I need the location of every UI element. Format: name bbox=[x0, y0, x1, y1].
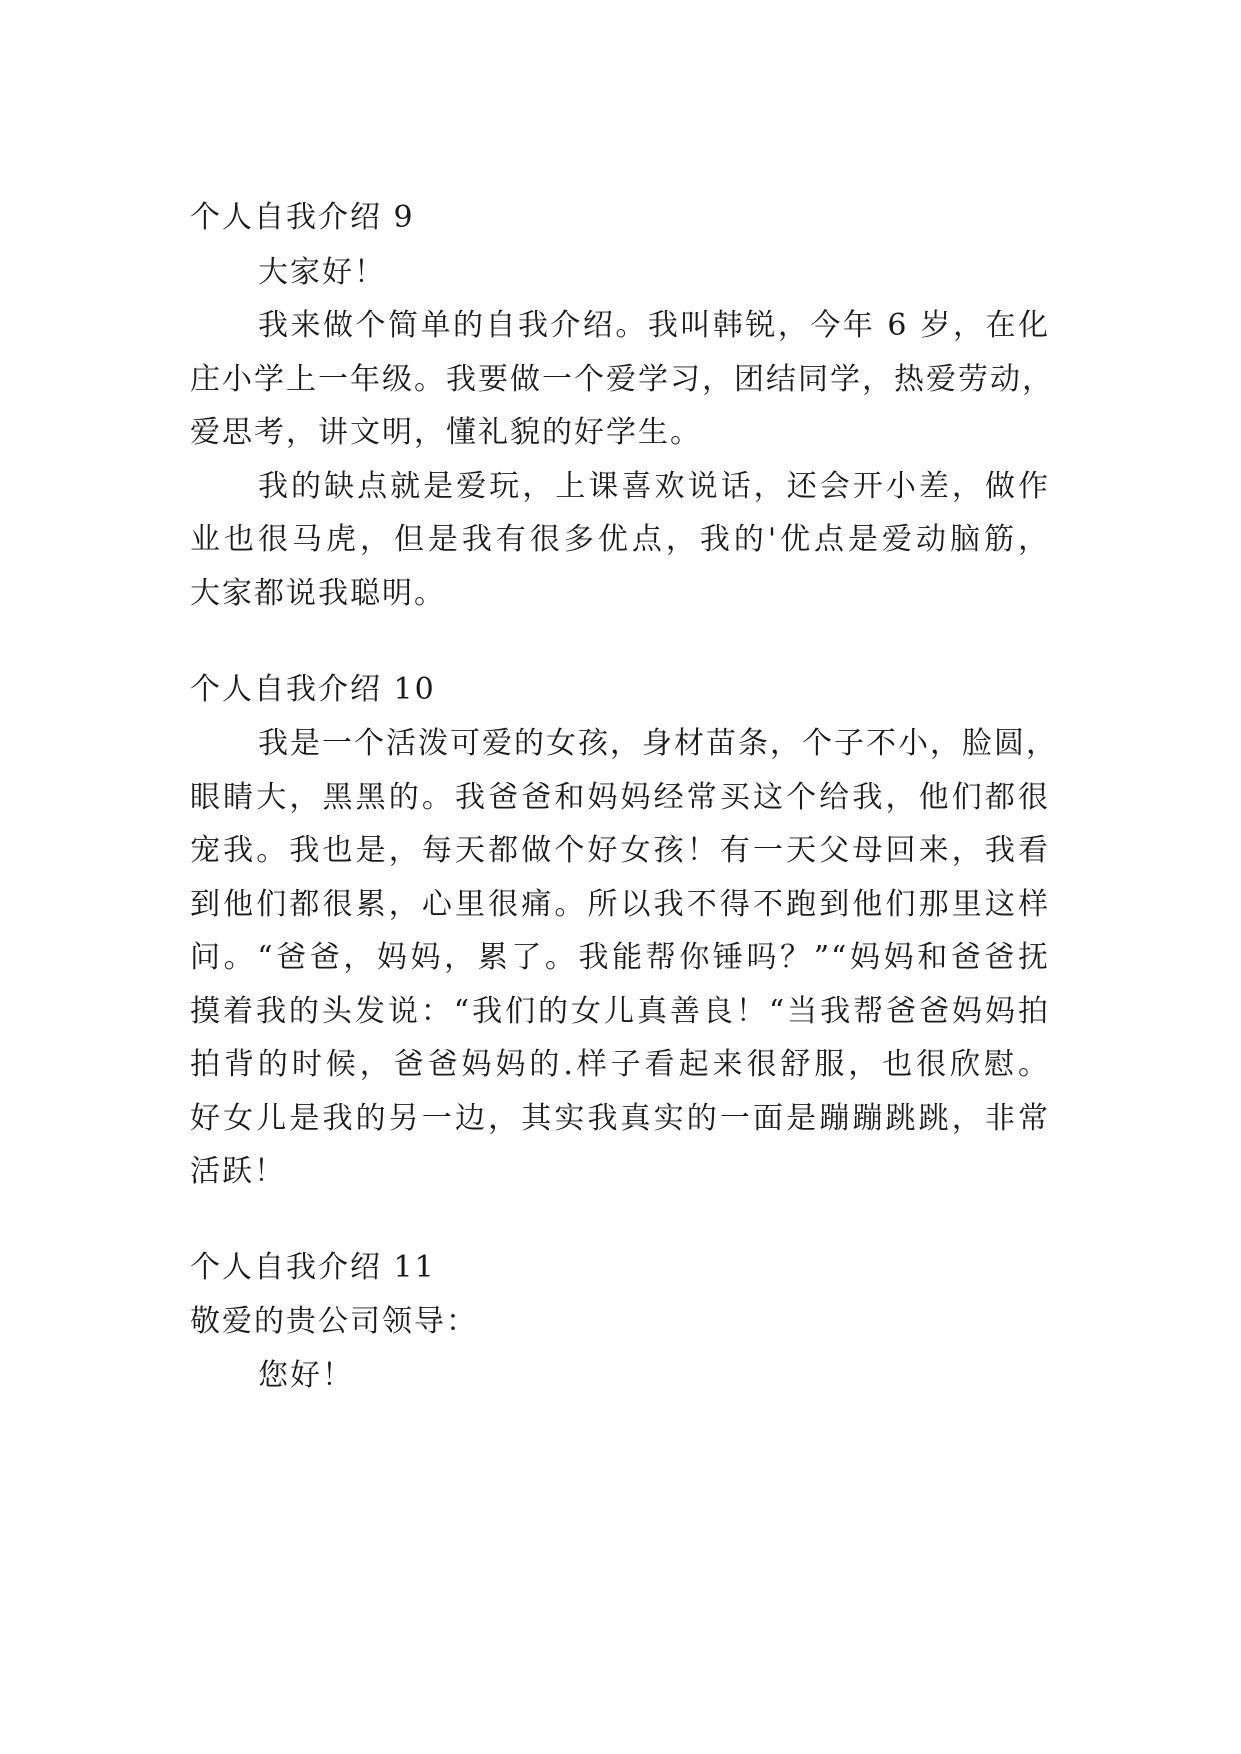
section-title: 个人自我介绍 11 bbox=[190, 1250, 436, 1285]
paragraph-line: 问。“爸爸，妈妈，累了。我能帮你锤吗？”“妈妈和爸爸抚 bbox=[190, 940, 1050, 975]
paragraph-line: 我的缺点就是爱玩，上课喜欢说话，还会开小差，做作 bbox=[258, 469, 1050, 504]
paragraph-line: 拍背的时候，爸爸妈妈的.样子看起来很舒服，也很欣慰。 bbox=[190, 1047, 1050, 1082]
greeting: 大家好！ bbox=[258, 255, 386, 290]
paragraph-line: 庄小学上一年级。我要做一个爱学习，团结同学，热爱劳动， bbox=[190, 362, 1054, 397]
greeting: 您好！ bbox=[258, 1358, 354, 1393]
paragraph-line: 我来做个简单的自我介绍。我叫韩锐，今年 6 岁，在化 bbox=[258, 308, 1050, 343]
paragraph-line: 大家都说我聪明。 bbox=[190, 576, 446, 611]
salutation: 敬爱的贵公司领导： bbox=[190, 1304, 478, 1339]
paragraph-line: 爱思考，讲文明，懂礼貌的好学生。 bbox=[190, 415, 702, 450]
section-title: 个人自我介绍 9 bbox=[190, 200, 415, 235]
paragraph-line: 眼睛大，黑黑的。我爸爸和妈妈经常买这个给我，他们都很 bbox=[190, 780, 1050, 815]
paragraph-line: 好女儿是我的另一边，其实我真实的一面是蹦蹦跳跳，非常 bbox=[190, 1101, 1050, 1136]
paragraph-line: 我是一个活泼可爱的女孩，身材苗条，个子不小，脸圆， bbox=[258, 726, 1058, 761]
paragraph-line: 活跃！ bbox=[190, 1154, 286, 1189]
paragraph-line: 摸着我的头发说：“我们的女儿真善良！“当我帮爸爸妈妈拍 bbox=[190, 994, 1050, 1029]
paragraph-line: 业也很马虎，但是我有很多优点，我的'优点是爱动脑筋， bbox=[190, 522, 1050, 557]
paragraph-line: 宠我。我也是，每天都做个好女孩！有一天父母回来，我看 bbox=[190, 833, 1050, 868]
paragraph-line: 到他们都很累，心里很痛。所以我不得不跑到他们那里这样 bbox=[190, 887, 1050, 922]
section-title: 个人自我介绍 10 bbox=[190, 672, 436, 707]
